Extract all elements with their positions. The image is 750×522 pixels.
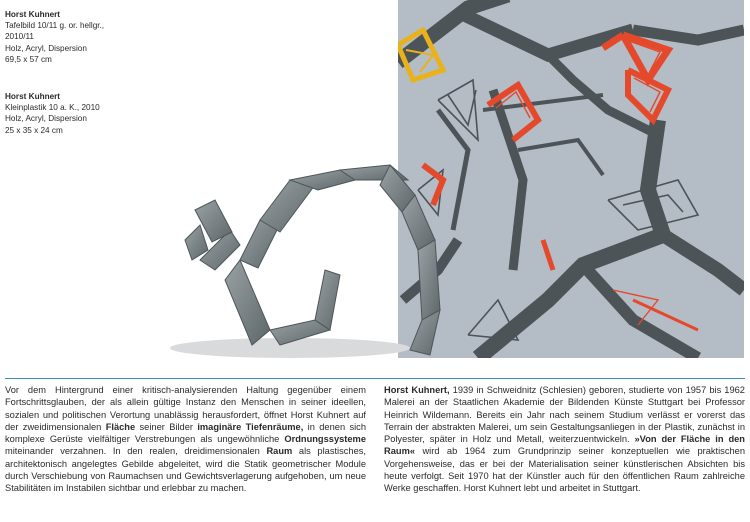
caption-line: 2010/11 (5, 32, 34, 42)
artist-name-bold: Horst Kuhnert, (384, 385, 450, 395)
caption-line: Holz, Acryl, Dispersion (5, 43, 87, 53)
text-run: miteinander verzahnen. In den realen, dreidimensionalen (5, 446, 267, 457)
caption-artist-name: Horst Kuhnert (5, 10, 61, 19)
text-run: als plastisches, architektonisch angelegtes Gebilde abgeleitet, wird die Statik geometrischer Module durch Verschiebung von Raumachsen und Gewichtsverlagerung aufgehoben, um neue Stabilitäten im Instabilen sichtbar und erlebbar zu machen. (5, 446, 366, 494)
biography-text-column (384, 384, 745, 495)
intro-paragraph (5, 384, 366, 495)
sculpture-body (185, 165, 440, 355)
intro-text-column (5, 384, 366, 495)
sculpture-caption (5, 91, 100, 136)
emphasis-tiefenraeume: imaginäre Tiefenräume, (197, 421, 304, 432)
text-run: Vor dem Hintergrund einer kritisch-analysierenden Haltung gegenüber einem Fortschrittsglauben, der als allein gültige Instanz den Menschen in seiner ideellen, sozialen und politischen Verortung unablässig herausfordert, öffnet Horst Kuhnert auf der zweidimensionalen (5, 385, 366, 432)
biography-paragraph (384, 384, 745, 495)
text-run: seiner Bilder (135, 421, 198, 432)
painting-caption (5, 9, 104, 65)
emphasis-flaeche: Fläche (105, 421, 136, 432)
section-divider (5, 378, 745, 379)
emphasis-motto: »Von der Fläche in den Raum« (384, 434, 745, 457)
caption-line: Kleinplastik 10 a. K., 2010 (5, 103, 100, 113)
text-run: 1939 in Schweidnitz (Schlesien) geboren, studierte von 1957 bis 1962 Malerei an der Staatlichen Akademie der Bildenden Künste Stuttgart bei Professor Heinrich Wildemann. Bereits ein Jahr nach seinem Studium verlässt er vorerst das Terrain der abstrakten Malerei, um sein Gestaltungsanliegen in der Plastik, zunächst in Polyester, später in Holz und Metall, weiterzuentwickeln. (384, 385, 745, 445)
caption-artist-name: Horst Kuhnert (5, 92, 61, 101)
caption-line: Tafelbild 10/11 g. or. hellgr., (5, 21, 105, 31)
caption-line: 69,5 x 57 cm (5, 54, 52, 64)
sculpture-image (140, 150, 450, 365)
emphasis-raum: Raum (266, 446, 293, 457)
caption-line: 25 x 35 x 24 cm (5, 125, 63, 135)
text-run: wird ab 1964 zum Grundprinzip seiner konzeptuellen wie praktischen Vorgehensweise, das er bei der Materialisation seiner künstlerischen Absichten bis heute verfolgt. Seit 1970 hat der Künstler auch für den öffentlichen Raum zahlreiche Werke geschaffen. Horst Kuhnert lebt und arbeitet in Stuttgart. (384, 446, 745, 494)
emphasis-ordnungssysteme: Ordnungssysteme (284, 434, 366, 445)
text-run: in denen sich komplexe Gerüste vielfältiger Verstrebungen als ungewöhnliche (5, 421, 367, 445)
caption-line: Holz, Acryl, Dispersion (5, 114, 87, 124)
